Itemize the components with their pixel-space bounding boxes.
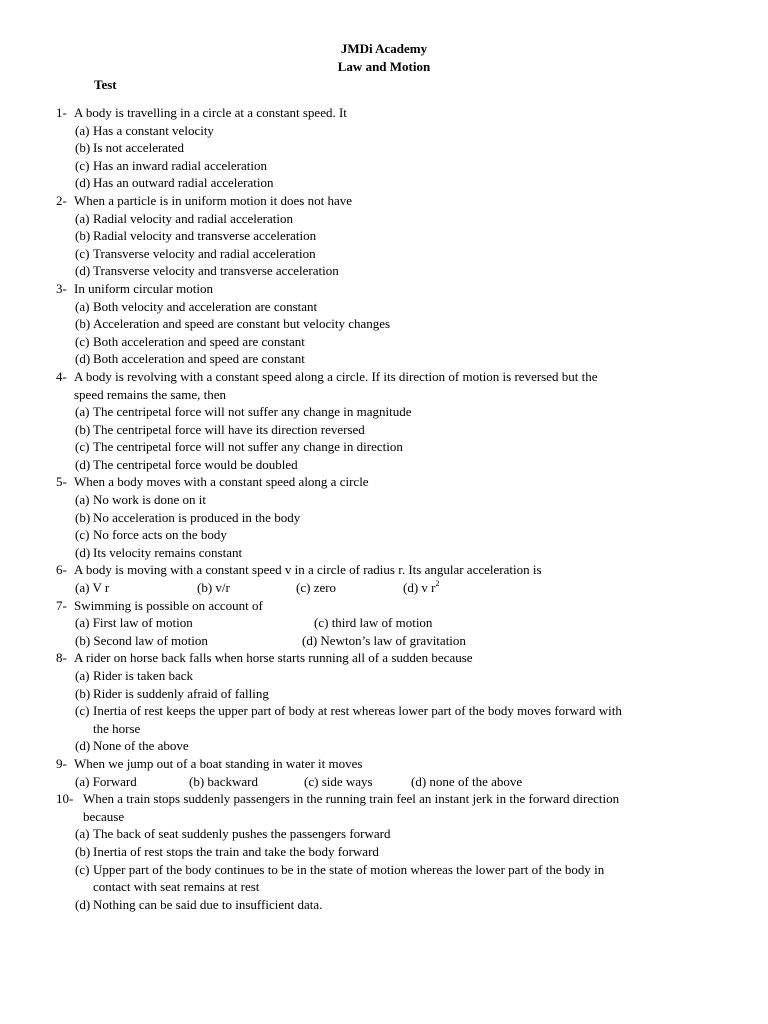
- answer-option: [302, 632, 466, 650]
- option-label: (b): [197, 580, 213, 596]
- option-label: (b): [189, 773, 205, 789]
- option-text: Rider is suddenly afraid of falling: [93, 685, 269, 701]
- question-number: 5-: [56, 474, 67, 490]
- option-label: (c): [304, 773, 319, 789]
- question-number: 9-: [56, 755, 67, 771]
- question-number: 7-: [56, 597, 67, 613]
- answer-option: [75, 614, 193, 632]
- question-number: 2-: [56, 192, 67, 208]
- option-text: Both acceleration and speed are constant: [93, 333, 305, 349]
- option-text: Forward: [92, 773, 137, 789]
- question-stem: [56, 192, 696, 210]
- option-label: (d): [75, 738, 91, 754]
- question: [56, 561, 696, 596]
- option-label: (b): [75, 421, 91, 437]
- answer-option: [56, 509, 696, 527]
- answer-option: [56, 667, 696, 685]
- option-text: The centripetal force will not suffer any change in magnitude: [93, 404, 412, 420]
- answer-option: [189, 773, 258, 791]
- question-stem: [56, 755, 696, 773]
- question: [56, 597, 696, 650]
- question-number: 8-: [56, 650, 67, 666]
- answer-option: [56, 350, 696, 368]
- answer-option: [56, 491, 696, 509]
- question-number: 4-: [56, 368, 67, 384]
- option-text: zero: [313, 580, 337, 596]
- answer-option: [56, 227, 696, 245]
- question: [56, 755, 696, 790]
- option-label: (a): [75, 826, 90, 842]
- question: [56, 649, 696, 755]
- question-text: When a train stops suddenly passengers in the running train feel an instant jerk in the forward direction: [83, 791, 620, 807]
- option-text: third law of motion: [331, 615, 433, 631]
- option-label: (d): [403, 580, 419, 596]
- question-stem: [56, 104, 696, 122]
- answer-option: [56, 210, 696, 228]
- option-label: (d): [75, 263, 91, 279]
- option-text: Transverse velocity and transverse acceleration: [93, 263, 339, 279]
- option-text: The centripetal force will not suffer any change in direction: [93, 439, 403, 455]
- option-label: (b): [75, 685, 91, 701]
- question: [56, 473, 696, 561]
- answer-option: [56, 438, 696, 456]
- option-text: First law of motion: [92, 615, 193, 631]
- answer-options-row: [56, 614, 696, 632]
- question-number: 1-: [56, 105, 67, 120]
- question-text: A body is travelling in a circle at a constant speed. It: [74, 105, 347, 120]
- question-text: Swimming is possible on account of: [74, 597, 263, 613]
- option-label: (a): [75, 492, 90, 508]
- answer-option: [56, 139, 696, 157]
- answer-option: [56, 702, 696, 720]
- option-text: v/r: [215, 580, 230, 596]
- answer-option: [56, 685, 696, 703]
- option-label: (a): [75, 580, 90, 596]
- question-text: A rider on horse back falls when horse starts running all of a sudden because: [74, 650, 473, 666]
- answer-option: [56, 825, 696, 843]
- answer-option: [197, 579, 230, 597]
- option-label: (c): [296, 580, 311, 596]
- answer-option: [56, 298, 696, 316]
- academy-title: JMDi Academy: [340, 41, 428, 56]
- question: [56, 790, 696, 913]
- question-list: [56, 104, 696, 913]
- option-label: (a): [75, 404, 90, 420]
- answer-option: [56, 526, 696, 544]
- answer-option: [56, 843, 696, 861]
- option-label: (c): [75, 245, 90, 261]
- question-stem: [56, 280, 696, 298]
- option-text: Second law of motion: [93, 632, 208, 648]
- option-label: (d): [75, 456, 91, 472]
- answer-option: [304, 773, 373, 791]
- question-number: 6-: [56, 562, 67, 578]
- question-stem: [56, 368, 696, 386]
- option-text: Both acceleration and speed are constant: [93, 351, 305, 367]
- question-stem: [56, 561, 696, 579]
- question-text-continued: because: [83, 808, 125, 824]
- question: [56, 104, 696, 192]
- answer-option: [56, 861, 696, 879]
- option-text: Acceleration and speed are constant but velocity changes: [93, 316, 391, 332]
- question-text-continued: speed remains the same, then: [74, 386, 226, 402]
- option-text-continued: contact with seat remains at rest: [93, 879, 260, 895]
- option-label: (a): [75, 122, 90, 138]
- option-text: side ways: [321, 773, 373, 789]
- question-number: 10-: [56, 791, 74, 807]
- option-text: Inertia of rest keeps the upper part of body at rest whereas lower part of the body moves forward with: [93, 703, 622, 719]
- answer-option: [56, 333, 696, 351]
- question-text: A body is moving with a constant speed v in a circle of radius r. Its angular acceleration is: [74, 562, 542, 578]
- question-stem: [56, 597, 696, 615]
- option-label: (a): [75, 210, 90, 226]
- option-text: Both velocity and acceleration are constant: [93, 298, 318, 314]
- option-label: (a): [75, 773, 90, 789]
- option-text: Has an outward radial acceleration: [93, 175, 274, 191]
- option-label: (c): [75, 439, 90, 455]
- answer-options-row: [56, 579, 696, 597]
- answer-option: [56, 737, 696, 755]
- option-label: (b): [75, 316, 91, 332]
- answer-option: [56, 157, 696, 175]
- option-label: (a): [75, 668, 90, 683]
- option-text: No work is done on it: [93, 492, 207, 508]
- option-text: Is not accelerated: [93, 140, 184, 156]
- option-text: The back of seat suddenly pushes the passengers forward: [93, 826, 391, 842]
- option-label: (c): [314, 615, 329, 631]
- answer-option: [56, 896, 696, 914]
- subject-title: Law and Motion: [337, 59, 431, 74]
- option-text: Nothing can be said due to insufficient data.: [93, 896, 323, 912]
- option-text: backward: [207, 773, 258, 789]
- answer-option: [296, 579, 336, 597]
- answer-options-row: [56, 632, 696, 650]
- option-text: V r: [92, 580, 110, 596]
- answer-option: [56, 403, 696, 421]
- answer-option: [56, 174, 696, 192]
- answer-option: [56, 122, 696, 140]
- option-text: The centripetal force would be doubled: [93, 456, 298, 472]
- option-label: (b): [75, 509, 91, 525]
- option-text: Upper part of the body continues to be in the state of motion whereas the lower part of the body in: [93, 861, 605, 877]
- question: [56, 368, 696, 474]
- answer-option: [56, 245, 696, 263]
- option-text: Inertia of rest stops the train and take the body forward: [93, 843, 379, 859]
- option-text: The centripetal force will have its direction reversed: [93, 421, 365, 437]
- answer-option: [403, 579, 440, 597]
- question-text: A body is revolving with a constant speed along a circle. If its direction of motion is reversed but the: [74, 368, 598, 384]
- option-text: Has an inward radial acceleration: [93, 157, 267, 173]
- question: [56, 280, 696, 368]
- option-label: (b): [75, 843, 91, 859]
- option-label: (a): [75, 298, 90, 314]
- question: [56, 192, 696, 280]
- option-label: (c): [75, 333, 90, 349]
- answer-option: [56, 421, 696, 439]
- question-stem: [56, 473, 696, 491]
- option-label: (b): [75, 140, 91, 156]
- answer-options-row: [56, 773, 696, 791]
- question-stem: [56, 649, 696, 667]
- question-text: When a body moves with a constant speed along a circle: [74, 474, 369, 490]
- option-label: (d): [75, 175, 91, 191]
- option-text: No acceleration is produced in the body: [93, 509, 301, 525]
- option-text: v r: [421, 580, 436, 596]
- option-text: Rider is taken back: [93, 668, 193, 683]
- answer-option: [314, 614, 432, 632]
- option-label: (c): [75, 703, 90, 719]
- option-label: (d): [75, 896, 91, 912]
- question-number: 3-: [56, 280, 67, 296]
- option-text: None of the above: [93, 738, 189, 754]
- option-text-continued: the horse: [93, 720, 141, 736]
- answer-option: [56, 315, 696, 333]
- option-label: (c): [75, 157, 90, 173]
- option-text: No force acts on the body: [93, 527, 227, 543]
- option-label: (b): [75, 632, 91, 648]
- answer-option: [75, 632, 208, 650]
- option-superscript: 2: [435, 579, 440, 589]
- option-label: (b): [75, 228, 91, 244]
- answer-option: [56, 262, 696, 280]
- option-label: (a): [75, 615, 90, 631]
- question-text: When a particle is in uniform motion it does not have: [74, 192, 352, 208]
- question-text: In uniform circular motion: [74, 280, 213, 296]
- answer-option: [75, 773, 137, 791]
- answer-option: [411, 773, 522, 791]
- answer-option: [56, 456, 696, 474]
- option-label: (d): [75, 544, 91, 560]
- option-text: none of the above: [429, 773, 523, 789]
- option-label: (c): [75, 527, 90, 543]
- option-text: Radial velocity and radial acceleration: [93, 210, 293, 226]
- option-label: (d): [302, 632, 318, 648]
- document-header: [0, 40, 768, 76]
- option-label: (d): [75, 351, 91, 367]
- option-text: Newton’s law of gravitation: [320, 632, 466, 648]
- option-label: (c): [75, 861, 90, 877]
- question-stem: [56, 790, 696, 808]
- option-text: Has a constant velocity: [93, 122, 214, 138]
- option-text: Transverse velocity and radial acceleration: [93, 245, 316, 261]
- answer-option: [56, 544, 696, 562]
- question-text: When we jump out of a boat standing in water it moves: [74, 755, 363, 771]
- option-text: Radial velocity and transverse acceleration: [93, 228, 317, 244]
- answer-option: [75, 579, 109, 597]
- option-label: (d): [411, 773, 427, 789]
- test-label: Test: [94, 77, 117, 92]
- option-text: Its velocity remains constant: [93, 544, 243, 560]
